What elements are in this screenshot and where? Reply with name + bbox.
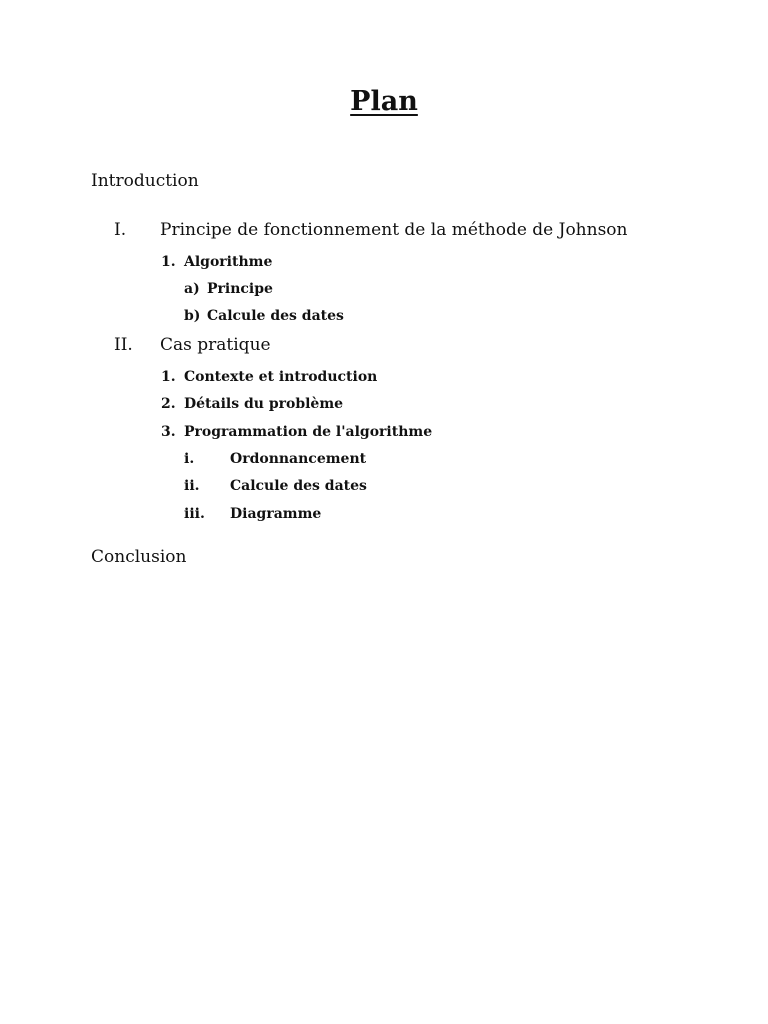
part-1-item-1-label: Algorithme [184, 254, 273, 270]
part-2-item-3-label: Programmation de l'algorithme [184, 424, 433, 440]
part-2-item-2-number: 2. [161, 396, 176, 412]
part-2-item-3-number: 3. [161, 424, 176, 440]
part-2-item-1-label: Contexte et introduction [184, 369, 378, 385]
part-1-title: Principe de fonctionnement de la méthode de Johnson [160, 220, 628, 240]
part-2-item-3iii-label: Diagramme [230, 506, 322, 522]
part-2-title: Cas pratique [160, 335, 271, 355]
part-2-item-1-number: 1. [161, 369, 176, 385]
introduction-heading: Introduction [91, 171, 199, 191]
part-1-number: I. [114, 220, 127, 240]
part-1-item-1a-label: Principe [207, 281, 273, 297]
part-2-item-3ii-label: Calcule des dates [230, 478, 367, 494]
page-title: Plan [350, 86, 418, 117]
conclusion-heading: Conclusion [91, 547, 187, 567]
part-2-item-3ii-number: ii. [184, 478, 200, 494]
part-2-number: II. [114, 335, 133, 355]
part-2-item-3i-number: i. [184, 451, 195, 467]
part-1-item-1b-number: b) [184, 308, 201, 324]
part-2-item-2-label: Détails du problème [184, 396, 344, 412]
part-1-item-1-number: 1. [161, 254, 176, 270]
part-2-item-3i-label: Ordonnancement [230, 451, 367, 467]
part-1-item-1a-number: a) [184, 281, 200, 297]
part-2-item-3iii-number: iii. [184, 506, 205, 522]
part-1-item-1b-label: Calcule des dates [207, 308, 344, 324]
